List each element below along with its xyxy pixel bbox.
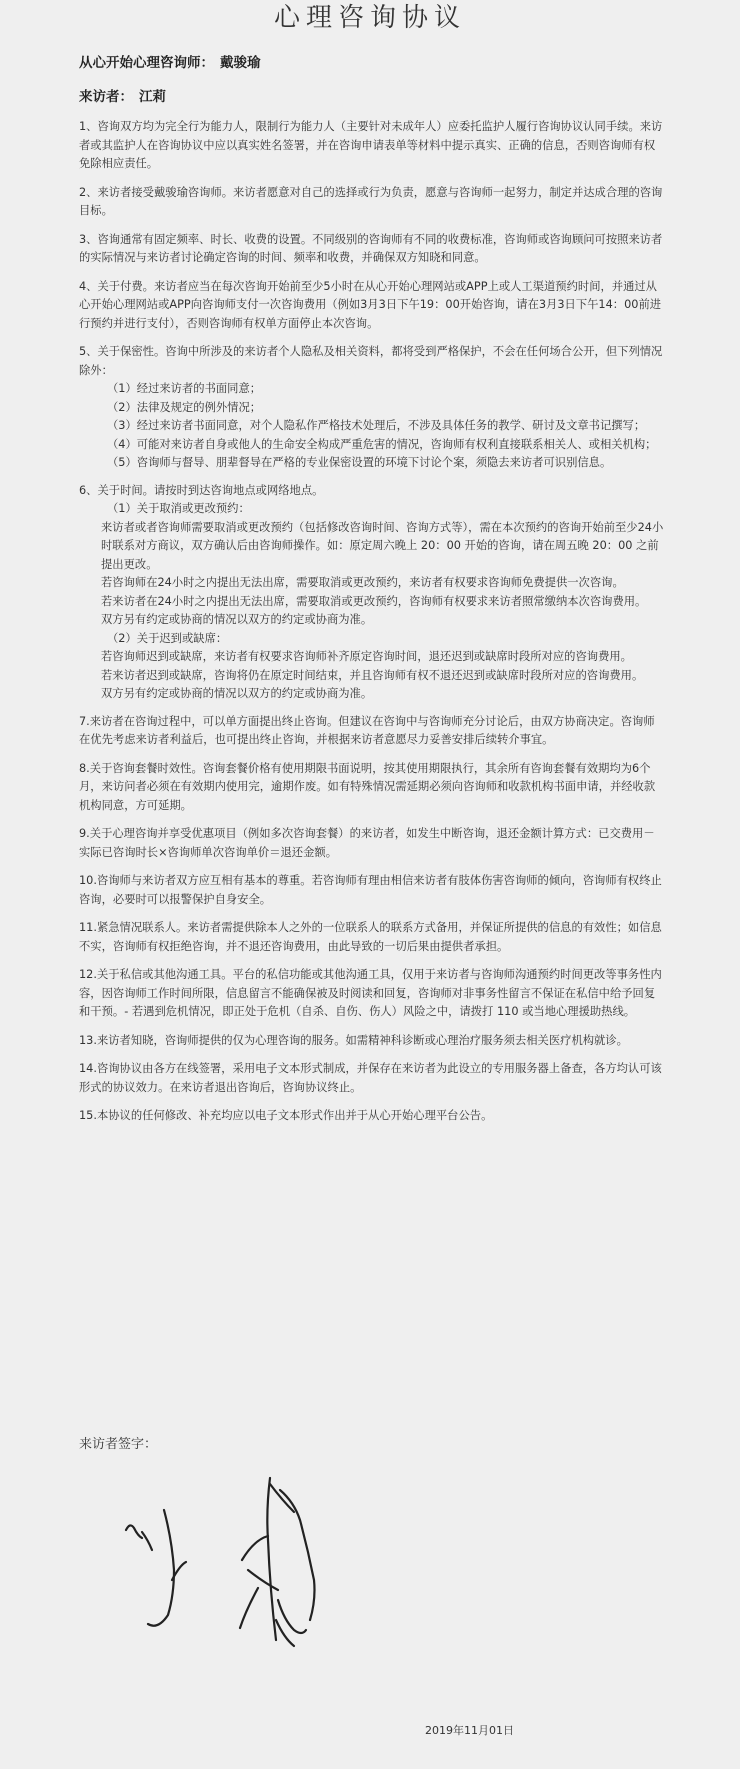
- clause-10: 10.咨询师与来访者双方应互相有基本的尊重。若咨询师有理由相信来访者有肢体伤害咨询师的倾向，咨询师有权终止咨询，必要时可以报警保护自身安全。: [79, 874, 662, 906]
- clause-12: 12.关于私信或其他沟通工具。平台的私信功能或其他沟通工具，仅用于来访者与咨询师沟通预约时间更改等事务性内容，因咨询师工作时间所限，信息留言不能确保被及时阅读和回复，咨询师对非事务性留言不保证在私信中给予回复和干预。- 若遇到危机情况，即正处于危机（自杀、自伤、伤人）风险之中，请拨打 110 或当地心理援助热线。: [79, 968, 662, 1018]
- clause-5-item: （1）经过来访者的书面同意；: [107, 382, 262, 395]
- clause-14: 14.咨询协议由各方在线签署，采用电子文本形式制成，并保存在来访者为此设立的专用服务器上备查，各方均认可该形式的协议效力。在来访者退出咨询后，咨询协议终止。: [79, 1062, 662, 1094]
- clause-7: 7.来访者在咨询过程中，可以单方面提出终止咨询。但建议在咨询中与咨询师充分讨论后，由双方协商决定。咨询师在优先考虑来访者利益后，也可提出终止咨询，并根据来访者意愿尽力妥善安排后续转介事宜。: [79, 714, 655, 746]
- clause-6-paragraph: 若来访者迟到或缺席，咨询将仍在原定时间结束，并且咨询师有权不退还迟到或缺席时段所对应的咨询费用。: [101, 668, 644, 682]
- visitor-name: 江莉: [139, 89, 166, 105]
- clause-5-item: （5）咨询师与督导、朋辈督导在严格的专业保密设置的环境下讨论个案，须隐去来访者可识别信息。: [107, 456, 612, 469]
- signing-date: 2019年11月01日: [425, 1724, 514, 1737]
- agreement-body: [79, 118, 664, 1136]
- clause-3: 3、咨询通常有固定频率、时长、收费的设置。不同级别的咨询师有不同的收费标准，咨询师或咨询顾问可按照来访者的实际情况与来访者讨论确定咨询的时间、频率和收费，并确保双方知晓和同意。: [79, 232, 663, 264]
- counselor-label: 从心开始心理咨询师：: [79, 55, 214, 71]
- clause-6-subheading: （2）关于迟到或缺席：: [107, 631, 228, 645]
- clause-1: 1、咨询双方均为完全行为能力人，限制行为能力人（主要针对未成年人）应委托监护人履行咨询协议认同手续。来访者或其监护人在咨询协议中应以真实姓名签署，并在咨询申请表单等材料中提示真实、正确的信息，否则咨询师有权免除相应责任。: [79, 120, 663, 170]
- visitor-label: 来访者：: [79, 89, 133, 105]
- clause-6-paragraph: 来访者或者咨询师需要取消或更改预约（包括修改咨询时间、咨询方式等），需在本次预约的咨询开始前至少24小时联系对方商议，双方确认后由咨询师操作。如：原定周六晚上 20：00 开始的咨询，请在周五晚 20：00 之前提出更改。: [101, 520, 664, 571]
- clause-6-paragraph: 若咨询师在24小时之内提出无法出席，需要取消或更改预约，来访者有权要求咨询师免费提供一次咨询。: [101, 576, 624, 589]
- page-title: 心理咨询协议: [273, 3, 466, 33]
- clause-5-item: （2）法律及规定的例外情况；: [107, 400, 262, 414]
- clause-8: 8.关于咨询套餐时效性。咨询套餐价格有使用期限书面说明，按其使用期限执行，其余所有咨询套餐有效期均为6个月，来访问者必须在有效期内使用完，逾期作废。如有特殊情况需延期必须向咨询师和收款机构书面申请，并经收款机构同意，方可延期。: [79, 761, 656, 812]
- counselor-line: [79, 51, 261, 71]
- clause-2: 2、来访者接受戴骏瑜咨询师。来访者愿意对自己的选择或行为负责，愿意与咨询师一起努力，制定并达成合理的咨询目标。: [79, 185, 663, 217]
- clause-4: 4、关于付费。来访者应当在每次咨询开始前至少5小时在从心开始心理网站或APP上或人工渠道预约时间，并通过从心开始心理网站或APP向咨询师支付一次咨询费用（例如3月3日下午19：00开始咨询，请在3月3日下午14：00前进行预约并进行支付），否则咨询师有权单方面停止本次咨询。: [79, 279, 662, 330]
- clause-5: 5、关于保密性。咨询中所涉及的来访者个人隐私及相关资料，都将受到严格保护，不会在任何场合公开，但下列情况除外：: [79, 345, 663, 377]
- signature-label: 来访者签字：: [79, 1437, 158, 1452]
- visitor-line: [79, 85, 166, 105]
- clause-6-paragraph: 双方另有约定或协商的情况以双方的约定或协商为准。: [101, 613, 373, 626]
- clause-6-subheading: （1）关于取消或更改预约：: [107, 502, 250, 515]
- clause-11: 11.紧急情况联系人。来访者需提供除本人之外的一位联系人的联系方式备用，并保证所提供的信息的有效性；如信息不实，咨询师有权拒绝咨询，并不退还咨询费用，由此导致的一切后果由提供者承担。: [79, 921, 662, 953]
- clause-6: 6、关于时间。请按时到达咨询地点或网络地点。: [79, 483, 324, 497]
- clause-15: 15.本协议的任何修改、补充均应以电子文本形式作出并于从心开始心理平台公告。: [79, 1109, 493, 1122]
- clause-9: 9.关于心理咨询并享受优惠项目（例如多次咨询套餐）的来访者，如发生中断咨询，退还金额计算方式：已交费用－实际已咨询时长×咨询师单次咨询单价＝退还金额。: [79, 827, 655, 859]
- counselor-name: 戴骏瑜: [220, 55, 261, 71]
- clause-6-paragraph: 若来访者在24小时之内提出无法出席，需要取消或更改预约，咨询师有权要求来访者照常缴纳本次咨询费用。: [101, 594, 647, 608]
- clause-5-item: （4）可能对来访者自身或他人的生命安全构成严重危害的情况，咨询师有权利直接联系相关人、或相关机构；: [107, 437, 657, 451]
- handwritten-signature: [118, 1470, 348, 1670]
- clause-6-paragraph: 双方另有约定或协商的情况以双方的约定或协商为准。: [101, 687, 373, 700]
- clause-13: 13.来访者知晓，咨询师提供的仅为心理咨询的服务。如需精神科诊断或心理治疗服务须去相关医疗机构就诊。: [79, 1033, 628, 1047]
- clause-6-paragraph: 若咨询师迟到或缺席，来访者有权要求咨询师补齐原定咨询时间，退还迟到或缺席时段所对应的咨询费用。: [101, 650, 632, 663]
- clause-5-item: （3）经过来访者书面同意，对个人隐私作严格技术处理后，不涉及具体任务的教学、研讨及文章书记撰写；: [107, 419, 646, 432]
